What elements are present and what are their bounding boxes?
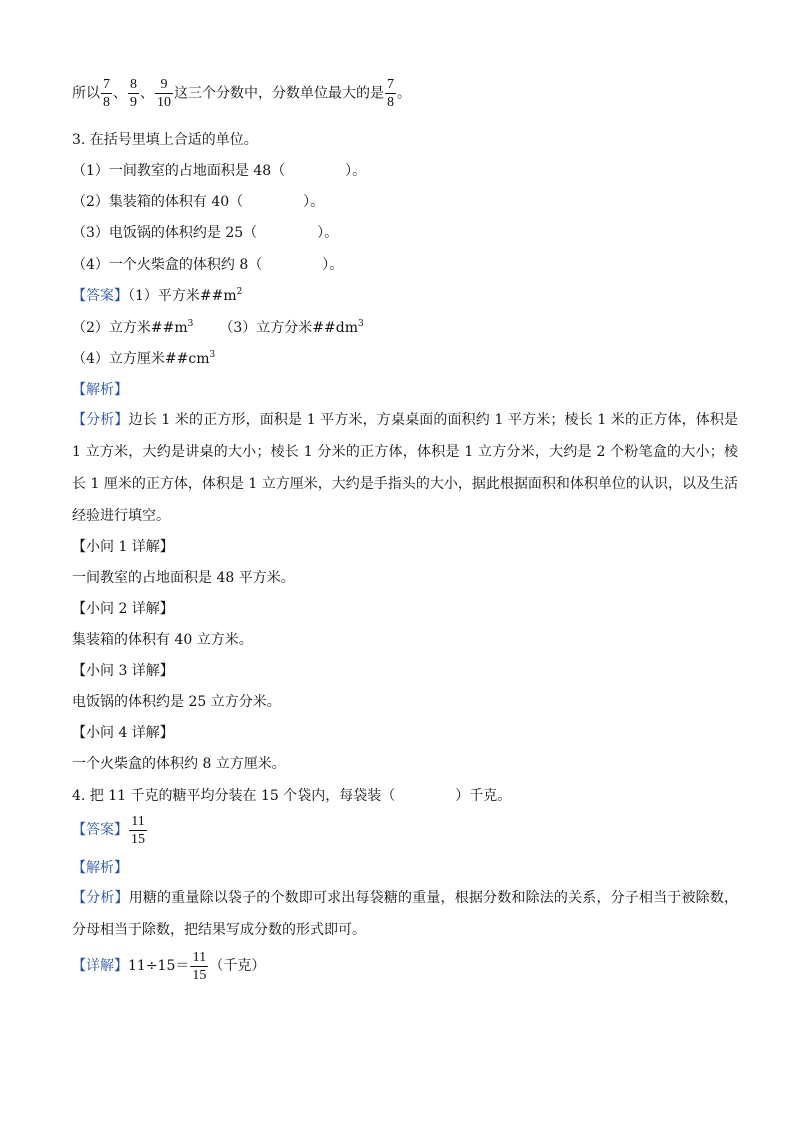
q3-item-3: （3）电饭锅的体积约是 25（ ）。 <box>72 225 339 241</box>
intro-line: 所以 $\frac{7}{8}$ 、 $\frac{8}{9}$ 、 $\frac{9}{10}$ 这三个分数中，分数单位最大的是 $\frac{7}{8}$ 。 <box>72 77 411 110</box>
q3-item-4: （4）一个火柴盒的体积约 8（ ）。 <box>72 257 344 273</box>
q4-detail-line: 【详解】11÷15＝ $\frac{11}{15}$ （千克） <box>72 949 266 983</box>
q3-item-2: （2）集装箱的体积有 40（ ）。 <box>72 194 325 210</box>
q3-detail-3-head: 【小问 3 详解】 <box>72 663 174 679</box>
q3-title: 3. 在括号里填上合适的单位。 <box>72 132 258 148</box>
q3-detail-3-text: 电饭锅的体积约是 25 立方分米。 <box>72 694 281 710</box>
answer-tag: 【答案】 <box>72 822 128 838</box>
q3-detail-2-head: 【小问 2 详解】 <box>72 601 174 617</box>
q3-detail-4-head: 【小问 4 详解】 <box>72 725 174 741</box>
fraction-8-9: $\frac{8}{9}$ <box>130 77 137 110</box>
q3-detail-1-head: 【小问 1 详解】 <box>72 539 174 555</box>
q3-detail-2-text: 集装箱的体积有 40 立方米。 <box>72 632 253 648</box>
q3-item-1: （1）一间教室的占地面积是 48（ ）。 <box>72 163 367 179</box>
q4-analysis-paragraph: 【分析】用糖的重量除以袋子的个数即可求出每袋糖的重量，根据分数和除法的关系，分子相当于被除数，分母相当于除数，把结果写成分数的形式即可。 <box>72 890 739 938</box>
q3-answer-line-3: （4）立方厘米$\#\#cm^3$ <box>72 350 216 367</box>
fraction-result: $\frac{11}{15}$ <box>192 949 207 983</box>
fraction-7-8: $\frac{7}{8}$ <box>103 77 110 110</box>
intro-prefix: 所以 <box>72 85 100 102</box>
fraction-9-10: $\frac{9}{10}$ <box>157 77 171 110</box>
q4-title: 4. 把 11 千克的糖平均分装在 15 个袋内，每袋装（ ）千克。 <box>72 788 512 804</box>
q3-detail-4-text: 一个火柴盒的体积约 8 立方厘米。 <box>72 756 286 772</box>
q3-analysis-tag: 【解析】 <box>72 382 128 398</box>
q4-answer-line <box>72 812 738 848</box>
q3-analysis-paragraph: 【分析】边长 1 米的正方形，面积是 1 平方米，方桌桌面的面积约 1 平方米；棱长 1 米的正方体，体积是 1 立方米，大约是讲桌的大小；棱长 1 分米的正方体，体积是 1 立方分米，大约是 2 个粉笔盒的大小；棱长 1 厘米的正方体，体积是 1 立方厘米，大约是手指头的大小，据此根据面积和体积单位的认识，以及生活经验进行填空。 <box>72 412 739 524</box>
fraction-answer: $\frac{11}{15}$ <box>131 813 145 847</box>
q3-answer-line-2: （2）立方米$\#\#m^3$ （3）立方分米$\#\#dm^3$ <box>72 319 364 336</box>
q3-detail-1-text: 一间教室的占地面积是 48 平方米。 <box>72 570 295 586</box>
fraction-answer: $\frac{7}{8}$ <box>387 77 394 110</box>
q4-analysis-tag: 【解析】 <box>72 860 128 876</box>
intro-middle: 这三个分数中，分数单位最大的是 <box>174 85 384 102</box>
q3-answer-line-1: 【答案】（1）平方米$\#\#m^2$ <box>72 287 243 304</box>
answer-tag: 【答案】 <box>72 288 128 304</box>
